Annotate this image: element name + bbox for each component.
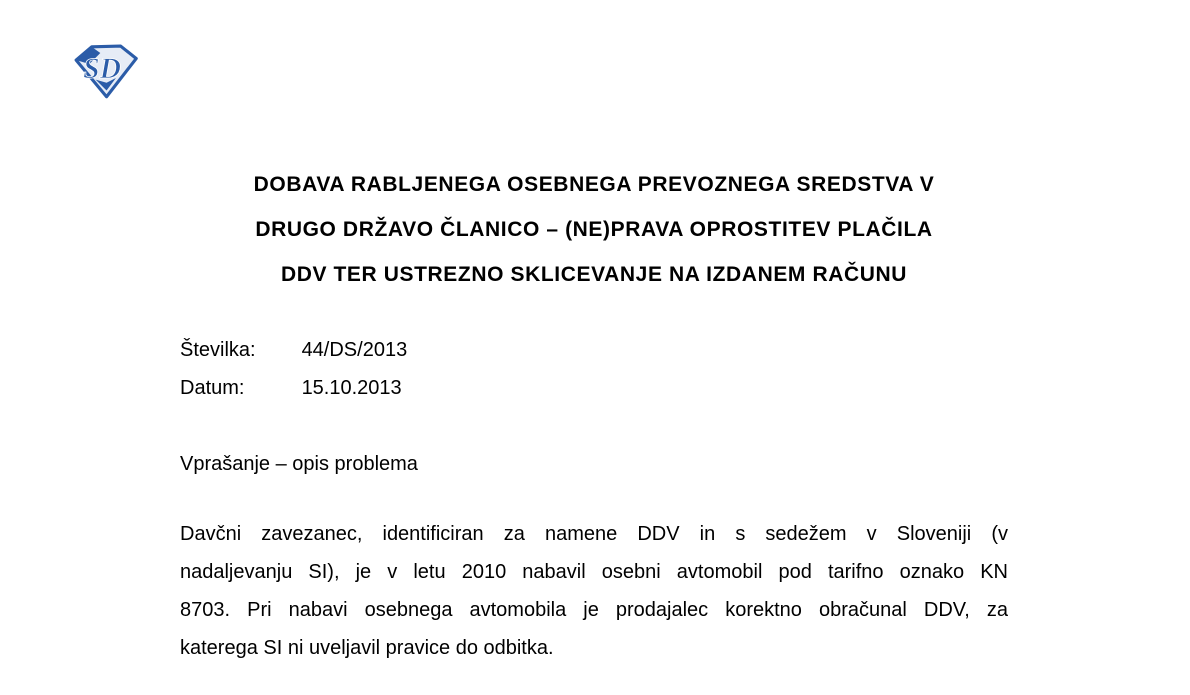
title-line-1: DOBAVA RABLJENEGA OSEBNEGA PREVOZNEGA SREDSTVA V [253,173,935,196]
section-heading: Vprašanje – opis problema [180,453,418,475]
company-logo [66,42,144,100]
document-meta [180,331,780,407]
paragraph-line-3: 8703. Pri nabavi osebnega avtomobila je prodajalec korektno obračunal DDV, za [180,599,1008,621]
sd-diamond-icon [66,42,144,100]
paragraph-line-1: Davčni zavezanec, identificiran za namene DDV in s sedežem v Sloveniji (v [180,523,1008,545]
title-line-2: DRUGO DRŽAVO ČLANICO – (NE)PRAVA OPROSTITEV PLAČILA [255,218,933,241]
paragraph-line-4: katerega SI ni uveljavil pravice do odbitka. [180,637,554,659]
logo-letters: SD [83,53,122,86]
document-title [180,162,1008,297]
paragraph-line-2: nadaljevanju SI), je v letu 2010 nabavil osebni avtomobil pod tarifno oznako KN [180,561,1008,583]
body-paragraph [180,515,1008,667]
meta-row-date [180,369,780,407]
date-label: Datum: [180,377,245,399]
title-line-3: DDV TER USTREZNO SKLICEVANJE NA IZDANEM RAČUNU [280,263,908,286]
number-label: Številka: [180,339,256,361]
number-value: 44/DS/2013 [301,339,408,361]
date-value: 15.10.2013 [301,377,402,399]
meta-row-number [180,331,780,369]
